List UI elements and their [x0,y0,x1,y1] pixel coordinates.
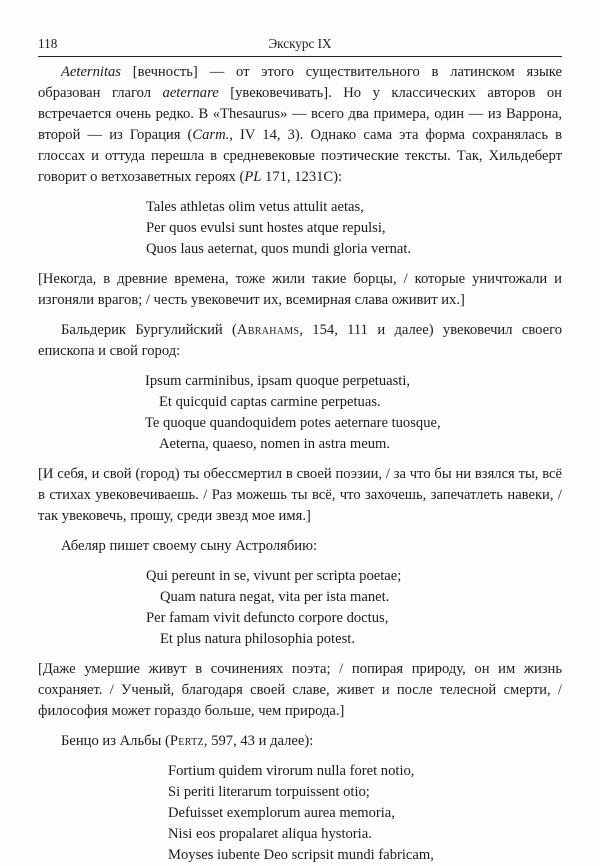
verse-line: Ipsum carminibus, ipsam quoque perpetuasti, [145,373,411,389]
verse-benzo [38,761,562,866]
verse-line: Te quoque quandoquidem potes aeternare tuosque, [145,415,441,431]
verse-abelard [38,566,562,650]
verse-line: Moyses iubente Deo scripsit mundi fabricam, [168,847,434,863]
verse-line: Fortium quidem virorum nulla foret notio, [168,763,415,779]
translation-balderic: [И себя, и свой (город) ты обессмертил в своей поэзии, / за что бы ни взялся ты, всё в стихах увековечиваешь. / Раз можешь ты всё, что захочешь, запечатлеть навеки, / так увековечь, прошу, среди звезд мое имя.] [38,466,562,524]
latin-term: Aeternitas [61,64,121,80]
running-header [38,34,562,57]
verse-line: Et quicquid captas carmine perpetuas. [159,394,381,410]
latin-term: aeternare [162,85,219,101]
verse-line: Tales athletas olim vetus attulit aetas, [146,199,364,215]
page-body [38,62,562,866]
citation-abbrev: Carm. [192,127,230,143]
verse-line: Et plus natura philosophia potest. [160,631,355,647]
author-name: Pertz [169,733,204,749]
verse-line: Si periti literarum torpuissent otio; [168,784,370,800]
translation-hildebert: [Некогда, в древние времена, тоже жили такие борцы, / которые уничтожали и изгоняли врагов; / честь увековечит их, всемирная слава оживит их.] [38,271,562,308]
verse-balderic [38,371,562,455]
verse-line: Quos laus aeternat, quos mundi gloria vernat. [146,241,412,257]
verse-line: Per quos evulsi sunt hostes atque repulsi, [146,220,386,236]
paragraph-benzo: Бенцо из Альбы (Pertz, 597, 43 и далее): [61,733,314,749]
translation-abelard: [Даже умершие живут в сочинениях поэта; / попирая природу, он им жизнь сохраняет. / Ученый, благодаря своей славе, живет и после телесной смерти, / философия может гораздо больше, чем природа.] [38,661,562,719]
verse-hildebert [38,197,562,260]
verse-line: Nisi eos propalaret aliqua hystoria. [168,826,372,842]
paragraph-aeternitas: Aeternitas [вечность] — от этого существительного в латинском языке образован глагол aeternare [увековечивать]. Но у классических авторов он встречается очень редко. В «Thesaurus» — всего два примера, один — из Варрона, второй — из Горация (Carm., IV 14, 3). Однако сама эта форма сохранялась в глоссах и оттуда перешла в средневековые поэтические тексты. Так, Хильдеберт говорит о ветхозаветных героях (PL 171, 1231C): [38,64,562,185]
verse-line: Qui pereunt in se, vivunt per scripta poetae; [146,568,402,584]
paragraph-balderic: Бальдерик Бургулийский (Abrahams, 154, 111 и далее) увековечил своего епископа и свой город: [38,322,562,359]
author-name: Abrahams [236,322,300,338]
verse-line: Quam natura negat, vita per ista manet. [160,589,390,605]
running-title: Экскурс IX [268,36,332,51]
verse-line: Aeterna, quaeso, nomen in astra meum. [159,436,390,452]
citation-abbrev: PL [244,169,262,185]
verse-line: Per famam vivit defuncto corpore doctus, [146,610,389,626]
page-number: 118 [38,36,58,51]
paragraph-abelard: Абеляр пишет своему сыну Астролябию: [61,538,318,554]
verse-line: Defuisset exemplorum aurea memoria, [168,805,395,821]
